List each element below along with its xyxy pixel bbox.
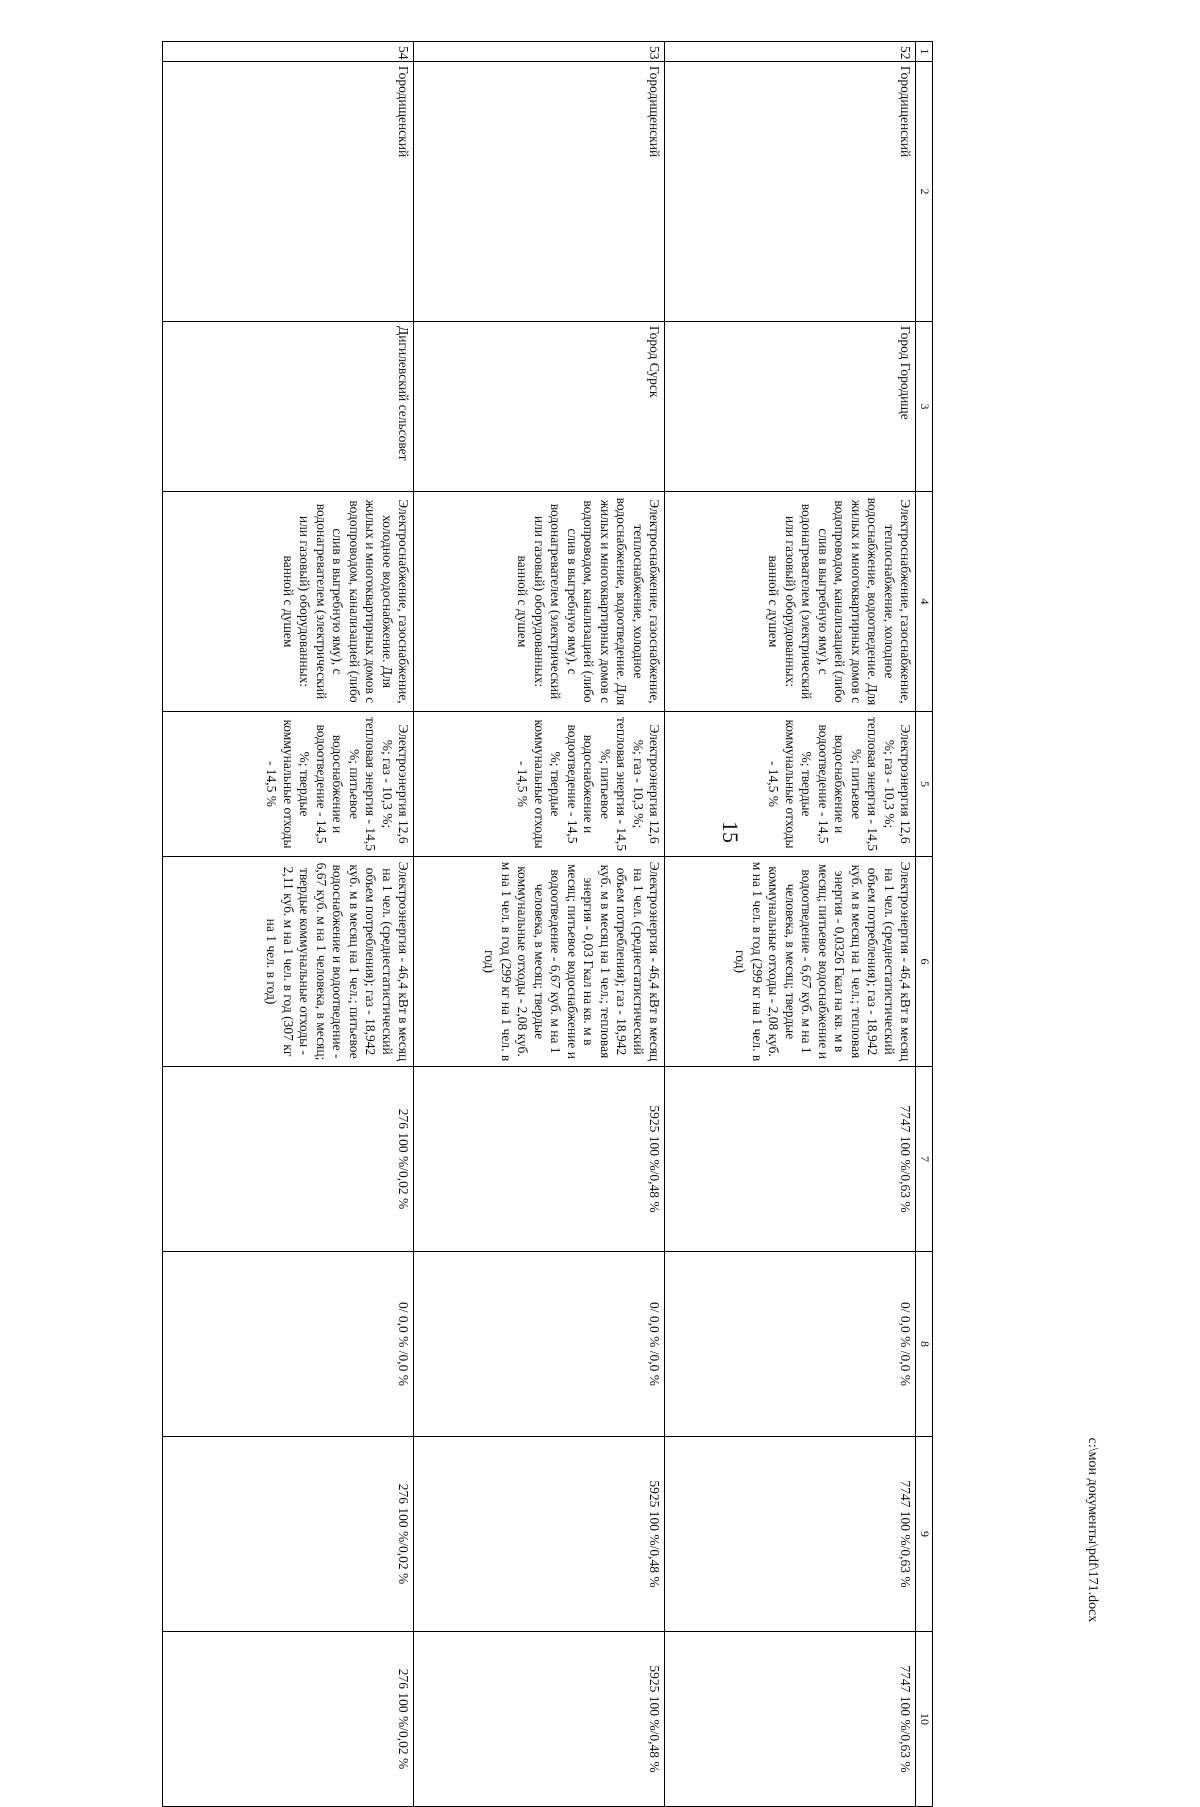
- table-row: [414, 42, 665, 1807]
- norms-cell: Электроэнергия - 46,4 кВт в месяц на 1 чел. (среднестатистический объем потребления); газ - 18,942 куб. м в месяц на 1 чел.; тепловая энергия - 0,03 Гкал на кв. м в месяц; питьевое водоснабжение и водоотведение - 6,67 куб. м на 1 человека, в месяц; твердые коммунальные отходы - 2,08 куб. м на 1 чел. в год (299 кг на 1 чел. в год): [414, 857, 665, 1067]
- table-row: [665, 42, 916, 1807]
- header-cell: 9: [916, 1437, 933, 1632]
- header-cell: 10: [916, 1632, 933, 1807]
- table-row: [163, 42, 414, 1807]
- header-cell: 2: [916, 62, 933, 322]
- row-number-cell: 53: [414, 42, 665, 62]
- shares-cell: Электроэнергия 12,6 %; газ - 10,3 %; тепловая энергия - 14,5 %; питьевое водоснабжение и водоотведение - 14,5 %; твердые коммунальные отходы - 14,5 %: [665, 712, 916, 857]
- value-cell-8: 0/ 0,0 % /0,0 %: [414, 1252, 665, 1437]
- value-cell-8: 0/ 0,0 % /0,0 %: [665, 1252, 916, 1437]
- shares-cell: Электроэнергия 12,6 %; газ - 10,3 %; тепловая энергия - 14,5 %; питьевое водоснабжение и водоотведение - 14,5 %; твердые коммунальные отходы - 14,5 %: [414, 712, 665, 857]
- value-cell-8: 0/ 0,0 % /0,0 %: [163, 1252, 414, 1437]
- rotated-table-frame: [173, 41, 933, 1773]
- header-cell: 8: [916, 1252, 933, 1437]
- header-cell: 7: [916, 1067, 933, 1252]
- table-header-row: [916, 42, 933, 1807]
- services-cell: Электроснабжение, газоснабжение, холодное водоснабжение. Для жилых и многоквартирных домов с водопроводом, канализацией (либо слив в выгребную яму), с водонагревателем (электрический или газовый) оборудованных: ванной с душем: [163, 492, 414, 712]
- value-cell-7: 276 100 %/0,02 %: [163, 1067, 414, 1252]
- norms-cell: Электроэнергия - 46,4 кВт в месяц на 1 чел. (среднестатистический объем потребления); газ - 18,942 куб. м в месяц на 1 чел.; питьевое водоснабжение и водоотведение - 6,67 куб. м на 1 человека, в месяц; твердые коммунальные отходы - 2,11 куб. м на 1 чел. в год (307 кг на 1 чел. в год): [163, 857, 414, 1067]
- value-cell-10: 5925 100 %/0,48 %: [414, 1632, 665, 1807]
- header-cell: 1: [916, 42, 933, 62]
- district-cell: Городищенский: [414, 62, 665, 322]
- header-cell: 6: [916, 857, 933, 1067]
- services-cell: Электроснабжение, газоснабжение, теплоснабжение, холодное водоснабжение, водоотведение. Для жилых и многоквартирных домов с водопроводом, канализацией (либо слив в выгребную яму), с водонагревателем (электрический или газовый) оборудованных: ванной с душем: [665, 492, 916, 712]
- header-cell: 3: [916, 322, 933, 492]
- table-container: [173, 41, 933, 1773]
- district-cell: Городищенский: [163, 62, 414, 322]
- settlement-cell: Город Сурск: [414, 322, 665, 492]
- norms-cell: Электроэнергия - 46,4 кВт в месяц на 1 чел. (среднестатистический объем потребления); газ - 18,942 куб. м в месяц на 1 чел.; тепловая энергия - 0,0326 Гкал на кв. м в месяц; питьевое водоснабжение и водоотведение - 6,67 куб. м на 1 человека, в месяц; твердые коммунальные отходы - 2,08 куб. м на 1 чел. в год (299 кг на 1 чел. в год): [665, 857, 916, 1067]
- value-cell-7: 5925 100 %/0,48 %: [414, 1067, 665, 1252]
- settlement-cell: Город Городище: [665, 322, 916, 492]
- row-number-cell: 54: [163, 42, 414, 62]
- value-cell-10: 7747 100 %/0,63 %: [665, 1632, 916, 1807]
- footer-file-path: c:\мои документы\pdf\171.docx: [1085, 1437, 1100, 1623]
- value-cell-9: 276 100 %/0,02 %: [163, 1437, 414, 1632]
- value-cell-9: 7747 100 %/0,63 %: [665, 1437, 916, 1632]
- row-number-cell: 52: [665, 42, 916, 62]
- value-cell-10: 276 100 %/0,02 %: [163, 1632, 414, 1807]
- shares-cell: Электроэнергия 12,6 %; газ - 10,3 %; тепловая энергия - 14,5 %; питьевое водоснабжение и водоотведение - 14,5 %; твердые коммунальные отходы - 14,5 %: [163, 712, 414, 857]
- services-cell: Электроснабжение, газоснабжение, теплоснабжение, холодное водоснабжение, водоотведение. Для жилых и многоквартирных домов с водопроводом, канализацией (либо слив в выгребную яму), с водонагревателем (электрический или газовый) оборудованных: ванной с душем: [414, 492, 665, 712]
- page-number: 15: [718, 821, 743, 843]
- value-cell-9: 5925 100 %/0,48 %: [414, 1437, 665, 1632]
- value-cell-7: 7747 100 %/0,63 %: [665, 1067, 916, 1252]
- header-cell: 4: [916, 492, 933, 712]
- settlement-cell: Дигилевский сельсовет: [163, 322, 414, 492]
- data-table: [162, 41, 933, 1807]
- header-cell: 5: [916, 712, 933, 857]
- district-cell: Городищенский: [665, 62, 916, 322]
